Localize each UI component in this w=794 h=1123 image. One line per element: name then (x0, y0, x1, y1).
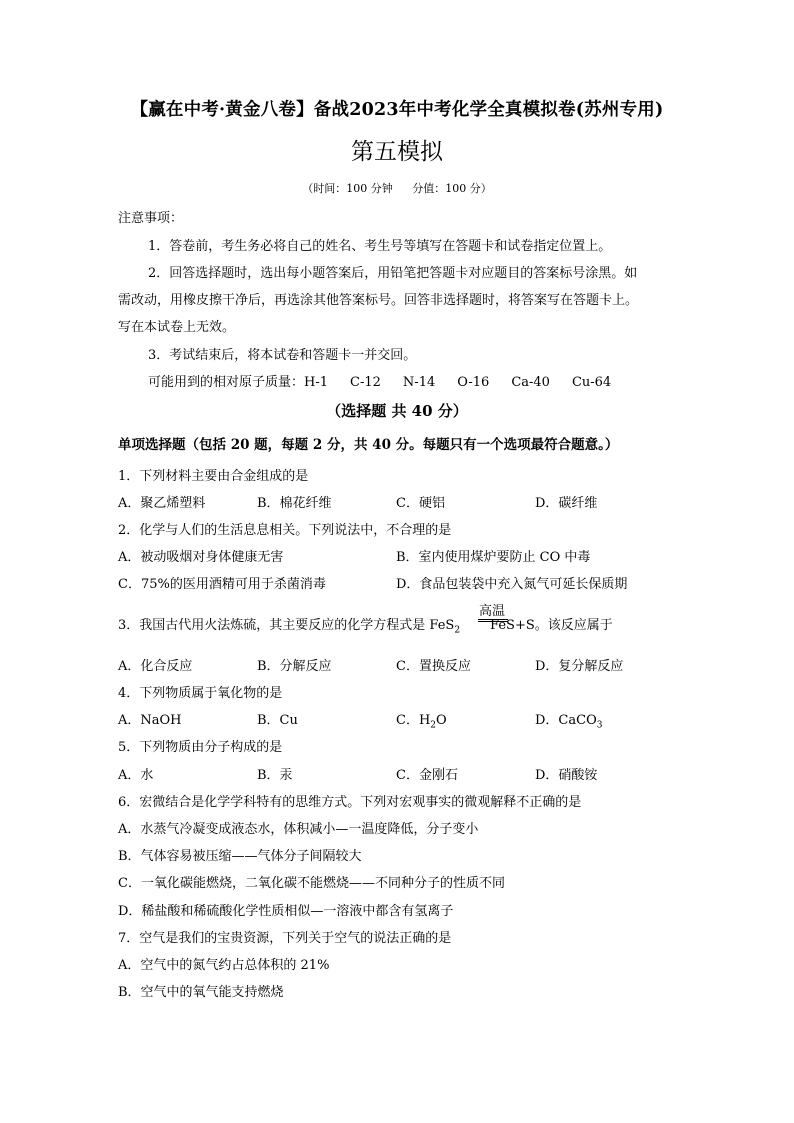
q7-option-b: B．空气中的氧气能支持燃烧 (118, 985, 284, 1000)
q6-option-b: B．气体容易被压缩——气体分子间隔较大 (118, 849, 362, 864)
q1-option-a: A．聚乙烯塑料 (118, 496, 206, 511)
mass-ca: Ca-40 (511, 375, 550, 390)
q1-stem: 1．下列材料主要由合金组成的是 (118, 469, 309, 484)
q4-d-sub: 3 (596, 720, 603, 731)
q1-option-d: D．碳纤维 (535, 496, 598, 511)
q7-option-a: A．空气中的氮气约占总体积的 21% (118, 958, 330, 973)
note-2-line-3: 写在本试卷上无效。 (118, 320, 236, 335)
q4-option-c (396, 709, 447, 731)
q3-stem-post: FeS+S。该反应属于 (490, 618, 613, 633)
q3-reaction-condition: 高温 (479, 604, 506, 619)
page-subtitle: 第五模拟 (351, 139, 443, 165)
atomic-masses (148, 371, 708, 390)
q4-option-a: A．NaOH (118, 713, 182, 728)
mass-cu: Cu-64 (571, 375, 612, 390)
exam-time: （时间：100 分钟 (302, 182, 393, 195)
q2-option-d: D．食品包装袋中充入氮气可延长保质期 (396, 577, 628, 592)
q3-subscript: 2 (454, 625, 461, 636)
q2-option-b: B．室内使用煤炉要防止 CO 中毒 (396, 550, 591, 565)
q7-stem: 7．空气是我们的宝贵资源，下列关于空气的说法正确的是 (118, 931, 452, 946)
note-2-line-1: 2．回答选择题时，选出每小题答案后，用铅笔把答题卡对应题目的答案标号涂黑。如 (148, 266, 638, 281)
q3-option-c: C．置换反应 (396, 659, 471, 674)
section-instruction: 单项选择题（包括 20 题，每题 2 分，共 40 分。每题只有一个选项最符合题意。） (118, 437, 619, 453)
q6-stem: 6．宏微结合是化学学科特有的思维方式。下列对宏观事实的微观解释不正确的是 (118, 795, 582, 810)
q4-c-text: C．H (396, 713, 431, 728)
atomic-masses-label: 可能用到的相对原子质量： (148, 375, 305, 390)
exam-score: 分值：100 分） (412, 182, 492, 195)
q3-stem (118, 614, 678, 636)
q4-option-b: B．Cu (257, 713, 298, 728)
notes-heading: 注意事项： (118, 211, 184, 226)
mass-o: O-16 (457, 375, 490, 390)
q5-stem: 5．下列物质由分子构成的是 (118, 740, 283, 755)
q1-option-b: B．棉花纤维 (257, 496, 332, 511)
mass-h: H-1 (304, 375, 329, 390)
q6-option-a: A．水蒸气冷凝变成液态水，体积减小—一温度降低，分子变小 (118, 822, 479, 837)
q3-option-a: A．化合反应 (118, 659, 193, 674)
note-3: 3．考试结束后，将本试卷和答题卡一并交回。 (148, 348, 417, 363)
q2-option-a: A．被动吸烟对身体健康无害 (118, 550, 284, 565)
q3-option-b: B．分解反应 (257, 659, 332, 674)
q2-stem: 2．化学与人们的生活息息相关。下列说法中，不合理的是 (118, 523, 452, 538)
mass-c: C-12 (350, 375, 381, 390)
page-title: 【赢在中考·黄金八卷】备战2023年中考化学全真模拟卷(苏州专用) (130, 100, 664, 120)
exam-meta (0, 180, 794, 196)
q5-option-d: D．硝酸铵 (535, 768, 598, 783)
q4-c-sub: 2 (430, 720, 437, 731)
q4-stem: 4．下列物质属于氧化物的是 (118, 686, 283, 701)
q4-option-d (535, 709, 602, 731)
q1-option-c: C．硬铝 (396, 496, 445, 511)
q3-stem-pre: 3．我国古代用火法炼硫，其主要反应的化学方程式是 FeS (118, 618, 455, 633)
q4-c-post: O (436, 713, 447, 728)
q5-option-b: B．汞 (257, 768, 293, 783)
q5-option-a: A．水 (118, 768, 154, 783)
q6-option-c: C．一氧化碳能燃烧，二氧化碳不能燃烧——不同种分子的性质不同 (118, 876, 505, 891)
q3-equals-sign (478, 619, 508, 622)
q2-option-c: C．75%的医用酒精可用于杀菌消毒 (118, 577, 326, 592)
q6-option-d: D．稀盐酸和稀硫酸化学性质相似—一溶液中都含有氢离子 (118, 904, 454, 919)
q4-d-text: D．CaCO (535, 713, 597, 728)
q5-option-c: C．金刚石 (396, 768, 458, 783)
section-title: （选择题 共 40 分） (326, 402, 468, 420)
q3-option-d: D．复分解反应 (535, 659, 624, 674)
mass-n: N-14 (402, 375, 436, 390)
note-1: 1．答卷前，考生务必将自己的姓名、考生号等填写在答题卡和试卷指定位置上。 (148, 239, 612, 254)
note-2-line-2: 需改动，用橡皮擦干净后，再选涂其他答案标号。回答非选择题时，将答案写在答题卡上。 (118, 293, 639, 308)
